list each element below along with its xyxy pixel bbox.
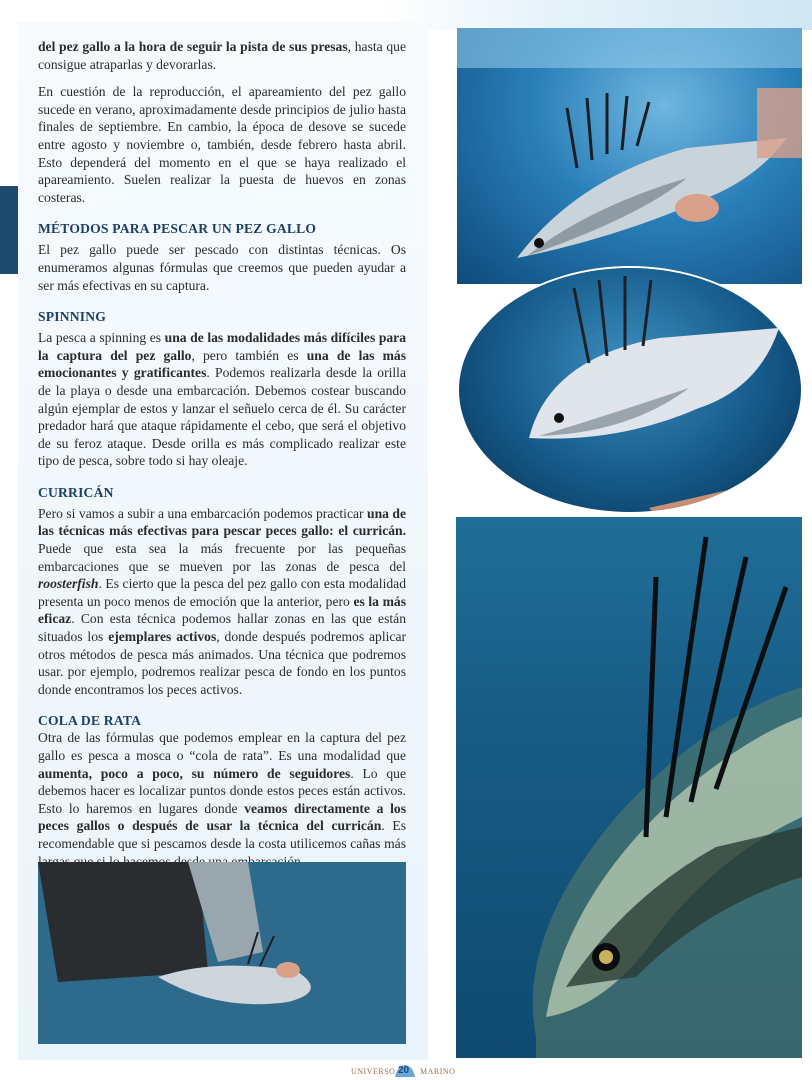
top-decoration [380, 0, 812, 30]
intro-rest: , hasta que consigue atraparlas y devorarlas. [38, 39, 406, 72]
text-run: . Con esta técnica podemos hallar zonas en las que están situados los [38, 611, 406, 645]
article-column [38, 38, 406, 880]
text-run: , donde después podremos aplicar otros métodos de pesca más animados. Una técnica que podremos usar. por ejemplo, podremos realizar pesca de fondo en los puntos donde encontramos los peces activos. [38, 629, 407, 697]
text-run: . Es recomendable que si pescamos desde la costa utilicemos cañas más [38, 818, 407, 851]
footer-word-marino: MARINO [420, 1067, 456, 1076]
intro-bold: del pez gallo a la hora de seguir la pista de sus presas [38, 39, 348, 54]
heading-metodos: MÉTODOS PARA PESCAR UN PEZ GALLO [38, 221, 317, 237]
page-footer [0, 1064, 812, 1080]
heading-spinning: SPINNING [38, 309, 107, 325]
text-run: . Lo que debemos hacer es localizar puntos donde estos peces están activos. Esto lo haremos en lugares donde [38, 765, 406, 816]
bold-run: una de las más emocionantes y gratificantes [38, 347, 407, 381]
metodos-paragraph: El pez gallo puede ser pescado con distintas técnicas. Os enumeramos algunas fórmulas que creemos que pueden ayudar a ser más efectivas en su captura. [38, 242, 406, 293]
photo-fish-oval [459, 268, 801, 512]
reproduction-paragraph: En cuestión de la reproducción, el apareamiento del pez gallo sucede en verano, aproximadamente desde principios de julio hasta finales de septiembre. En cambio, la época de desove se sucede entre agosto y noviembre o, también, desde febrero hasta abril. Esto dependerá del momento en el que se haya realizado el apareamiento. Suelen realizar la puesta de huevos en zonas costeras. [38, 84, 406, 205]
heading-currican: CURRICÁN [38, 484, 114, 500]
text-run: Otra de las fórmulas que podemos emplear en la captura del pez gallo es pesca a mosca o “cola de rata”. Es una modalidad que [38, 730, 406, 763]
bold-run: ejemplares activos [108, 629, 217, 645]
cola-paragraph [38, 729, 406, 870]
bold-run: veamos directamente a los peces gallos o después de usar la técnica del curricán [38, 800, 406, 834]
page-number: 20 [398, 1065, 410, 1076]
italic-run: roosterfish [38, 576, 99, 592]
text-run: Puede que esta sea la más frecuente por las pequeñas embarcaciones que se mueven por las zonas de pesca del [38, 541, 406, 574]
currican-paragraph [38, 505, 406, 699]
footer-word-universo: UNIVERSO [351, 1067, 396, 1076]
heading-cola-de-rata: COLA DE RATA [38, 713, 142, 729]
text-run: . Podemos realizarla desde la orilla de la playa o desde una embarcación. Debemos costear buscando algún ejemplar de estos y lanzar el señuelo cerca de él. Su carácter predador hará que ataque rápidamente el cebo, que será el objetivo de su feroz ataque. Desde orilla es más complicado realizar este tipo de pesca, sobre todo si hay oleaje. [38, 365, 406, 469]
bold-run: es la más eficaz [38, 593, 407, 627]
text-run: . Es cierto que la pesca del pez gallo con esta modalidad presenta un poco menos de emoción que la anterior, pero [38, 576, 406, 609]
spinning-paragraph [38, 329, 406, 470]
photo-angler-release [38, 862, 406, 1044]
text-run: , pero también es [191, 347, 307, 363]
intro-paragraph [38, 38, 406, 73]
photo-fish-surface [457, 28, 802, 284]
photo-fish-underwater [456, 517, 802, 1058]
text-run: La pesca a spinning es [38, 330, 165, 346]
bold-run: aumenta, poco a poco, su número de seguidores [38, 765, 351, 781]
bold-run: una de las modalidades más difíciles para la captura del pez gallo [38, 330, 407, 363]
bold-run: una de las técnicas más efectivas para pescar peces gallo: el curricán. [38, 505, 406, 539]
text-run: Pero si vamos a subir a una embarcación podemos practicar [38, 505, 368, 521]
left-edge-tab [0, 186, 18, 274]
